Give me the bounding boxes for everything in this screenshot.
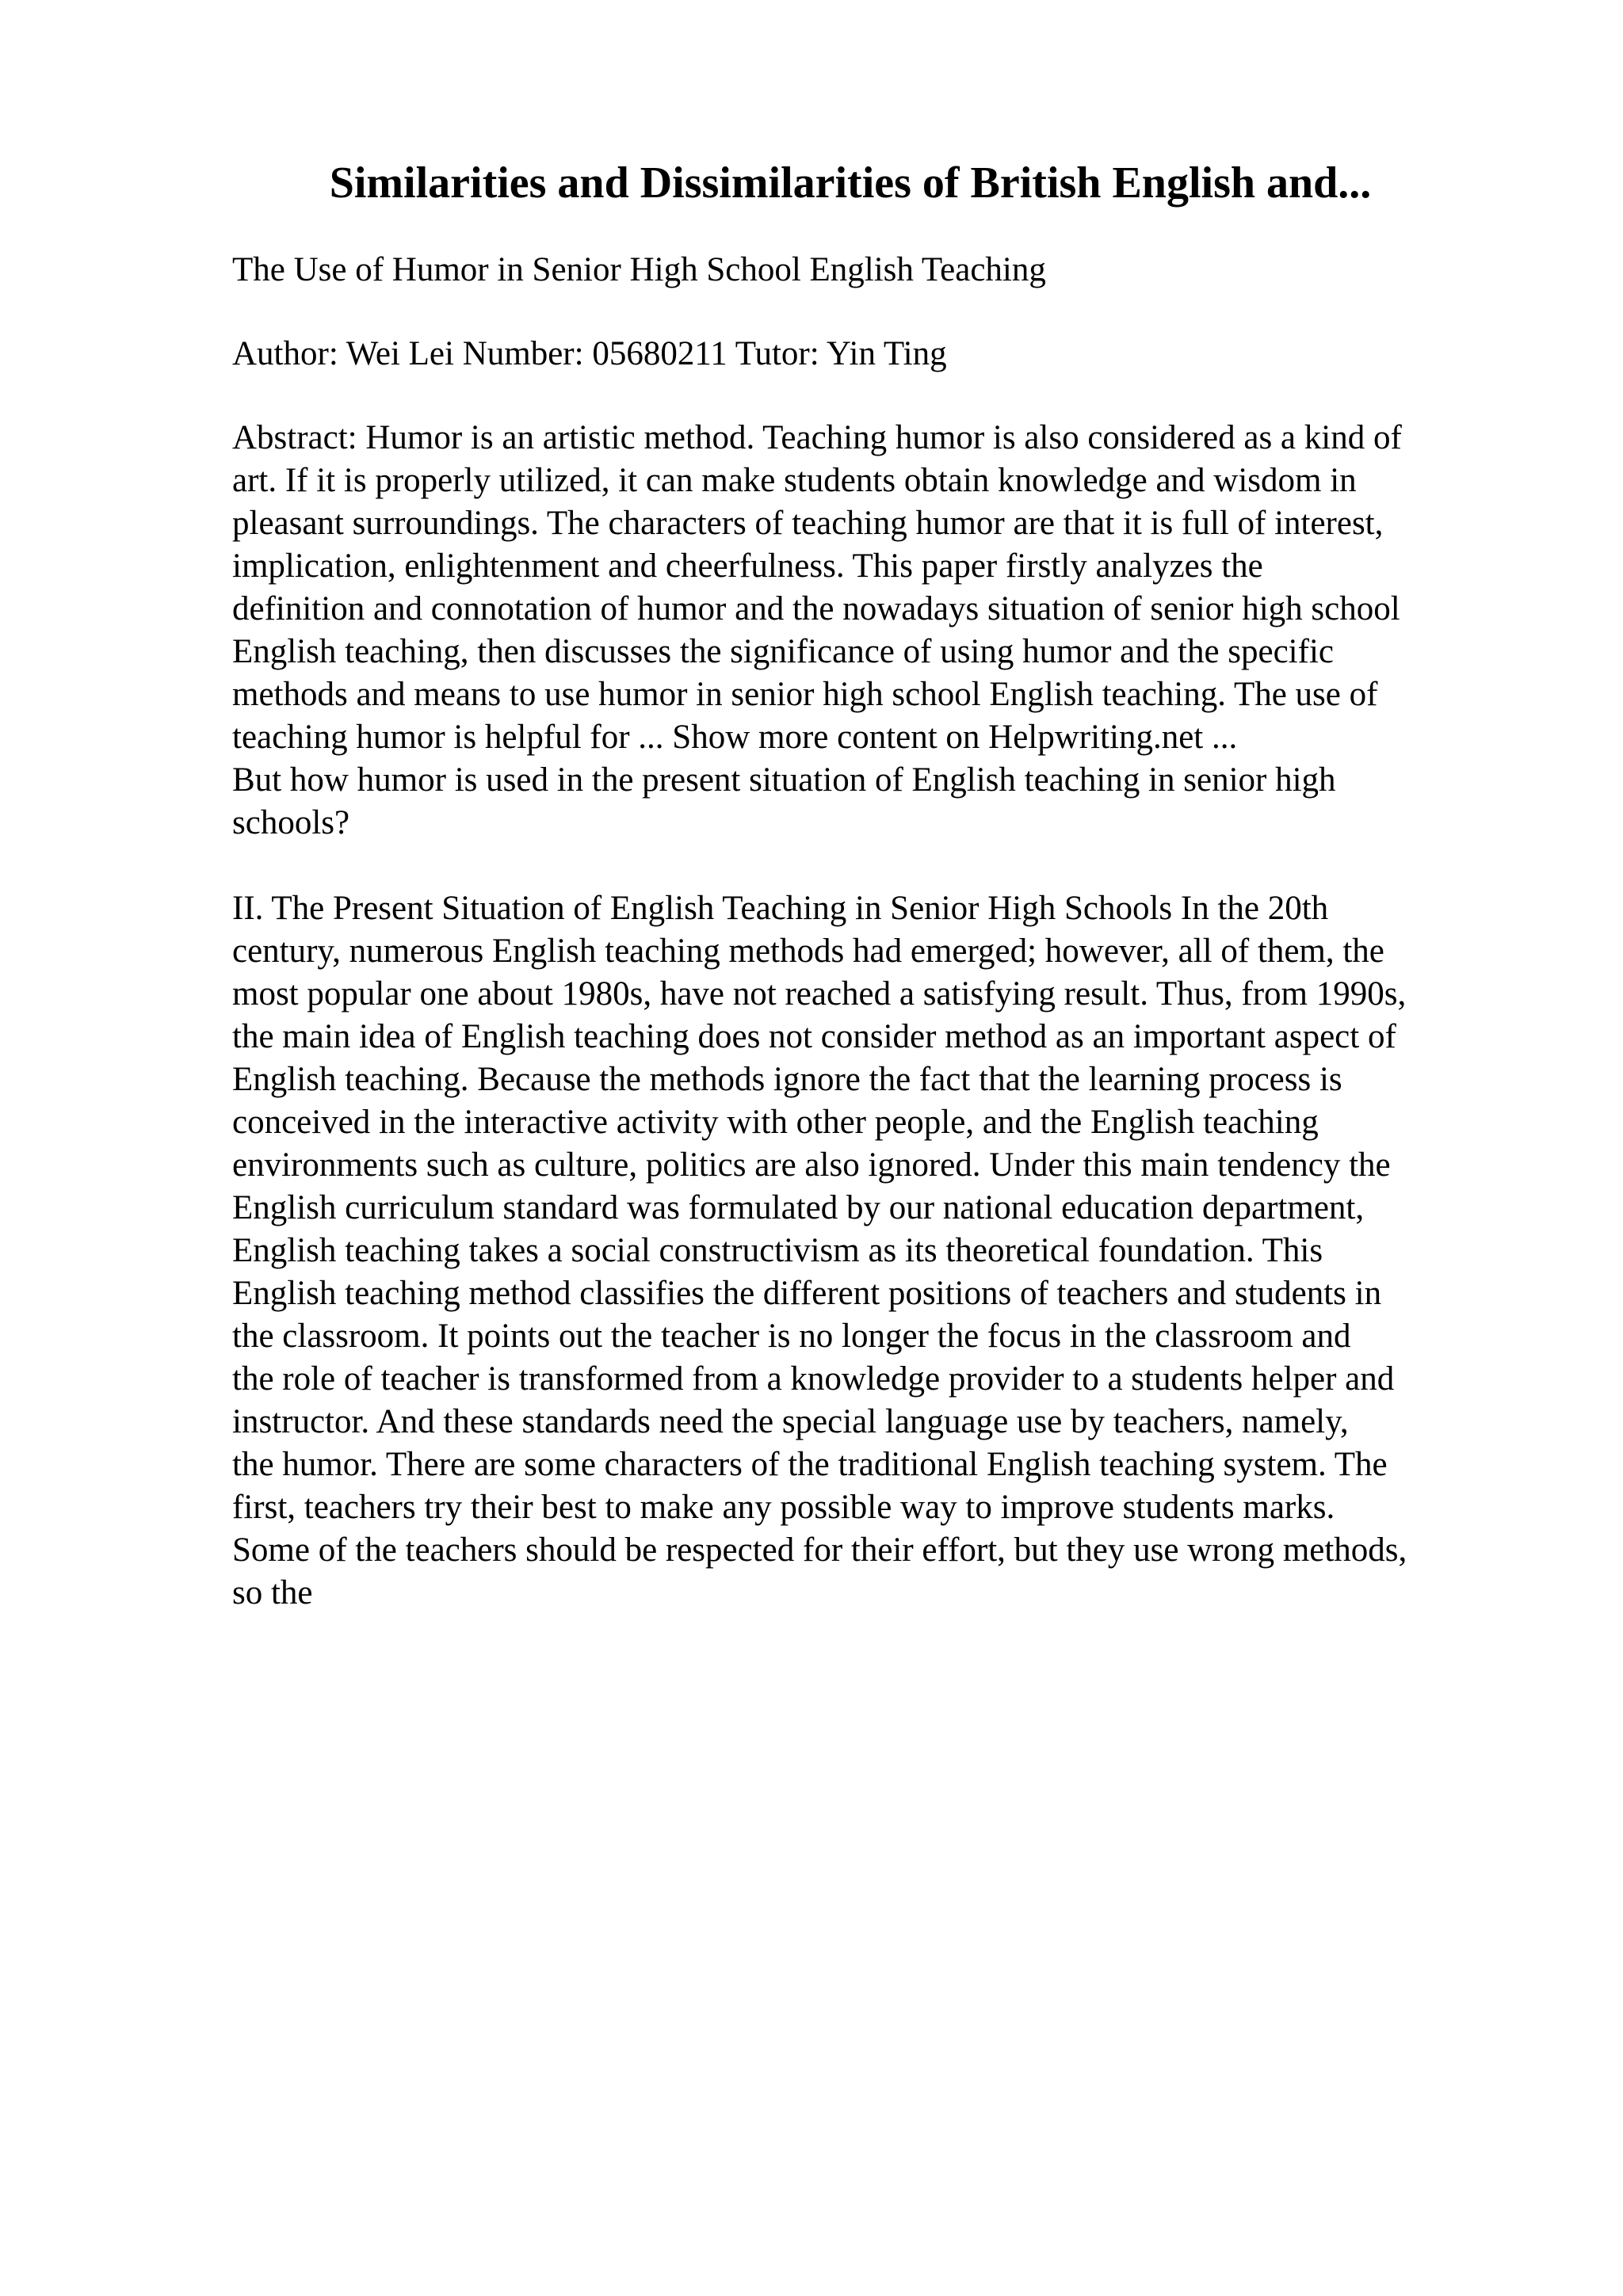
section-line: conceived in the interactive activity with other people, and the English teaching — [232, 1104, 1319, 1141]
section-line: English teaching takes a social constructivism as its theoretical foundation. This — [232, 1232, 1323, 1269]
abstract-line: Abstract: Humor is an artistic method. Teaching humor is also considered as a kind of — [232, 419, 1402, 456]
essay-subtitle: The Use of Humor in Senior High School English Teaching — [232, 251, 1046, 288]
question-line: But how humor is used in the present situation of English teaching in senior high — [232, 761, 1336, 799]
section-line: first, teachers try their best to make any possible way to improve students marks. — [232, 1489, 1335, 1526]
document-title: Similarities and Dissimilarities of British English and... — [329, 158, 1372, 208]
author-line: Author: Wei Lei Number: 05680211 Tutor: Yin Ting — [232, 335, 947, 372]
abstract-line: implication, enlightenment and cheerfulness. This paper firstly analyzes the — [232, 547, 1263, 585]
section-line: English teaching. Because the methods ignore the fact that the learning process is — [232, 1061, 1342, 1098]
section-line: instructor. And these standards need the special language use by teachers, namely, — [232, 1403, 1349, 1440]
abstract-paragraph — [232, 417, 1532, 759]
abstract-line: teaching humor is helpful for ... Show more content on Helpwriting.net ... — [232, 719, 1238, 756]
section-paragraph — [232, 887, 1532, 1615]
abstract-line: art. If it is properly utilized, it can make students obtain knowledge and wisdom in — [232, 462, 1357, 499]
document-page — [232, 151, 1532, 1615]
abstract-line: definition and connotation of humor and the nowadays situation of senior high school — [232, 590, 1400, 627]
section-line: so the — [232, 1574, 313, 1611]
question-paragraph — [232, 759, 1532, 845]
section-line: the main idea of English teaching does not consider method as an important aspect of — [232, 1018, 1396, 1055]
section-line: II. The Present Situation of English Teaching in Senior High Schools In the 20th — [232, 890, 1329, 927]
section-line: the classroom. It points out the teacher is no longer the focus in the classroom and — [232, 1318, 1351, 1355]
abstract-line: English teaching, then discusses the significance of using humor and the specific — [232, 633, 1334, 670]
section-line: Some of the teachers should be respected for their effort, but they use wrong methods, — [232, 1531, 1407, 1569]
section-line: English curriculum standard was formulated by our national education department, — [232, 1189, 1365, 1226]
abstract-line: methods and means to use humor in senior high school English teaching. The use of — [232, 676, 1378, 713]
section-line: the role of teacher is transformed from a knowledge provider to a students helper and — [232, 1360, 1395, 1398]
abstract-line: pleasant surroundings. The characters of teaching humor are that it is full of interest, — [232, 505, 1384, 542]
question-line: schools? — [232, 804, 350, 841]
section-line: environments such as culture, politics are also ignored. Under this main tendency the — [232, 1146, 1391, 1184]
section-line: English teaching method classifies the different positions of teachers and students in — [232, 1275, 1382, 1312]
section-line: the humor. There are some characters of the traditional English teaching system. The — [232, 1446, 1388, 1483]
section-line: most popular one about 1980s, have not reached a satisfying result. Thus, from 1990s, — [232, 975, 1407, 1013]
section-line: century, numerous English teaching methods had emerged; however, all of them, the — [232, 933, 1384, 970]
